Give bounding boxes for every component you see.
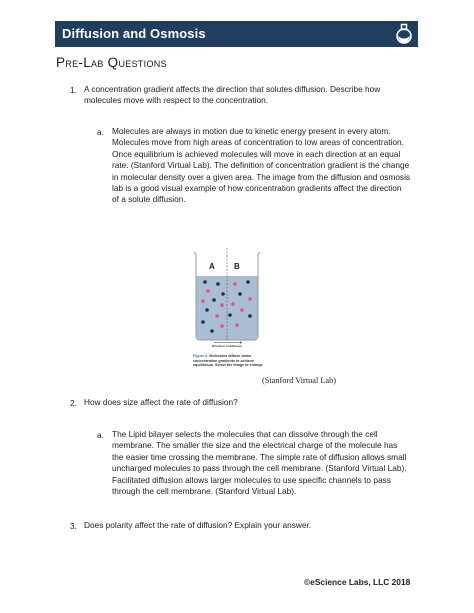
answer-line: uncharged molecules to pass through the cell membrane. (Stanford Virtual Lab). [112,463,407,474]
figure-caption[interactable] [193,354,271,368]
answer-label: a. [97,430,104,440]
question-line: How does size affect the rate of diffusion? [84,397,238,407]
figure-caption-text: Molecules diffuse down concentration gradients to achieve equilibrium. Select the image to enlarge [193,354,263,368]
answer-line: Molecules move from high areas of concentration to low areas of concentration. [112,137,404,148]
question-text [84,520,311,531]
answer-label: a. [97,127,104,137]
label-a: A [209,262,215,271]
beaker-diagram [192,248,262,348]
answer-text [112,429,407,497]
question-text [84,84,380,107]
answer-line: Once equilibrium is achieved molecules will move in each direction at an equal [112,148,401,159]
question-line: molecules move with respect to the concentration. [84,95,269,106]
answer-line: The Lipid bilayer selects the molecules that can dissolve through the cell [112,429,378,439]
answer-line: Molecules are always in motion due to kinetic energy present in every atom. [112,126,391,136]
arrow-label: Direction of diffusion [211,344,243,348]
section-title: Pre-Lab Questions [56,55,167,70]
question-line: Does polarity affect the rate of diffusion? Explain your answer. [84,520,312,530]
header-bar [55,21,418,47]
figure-source: (Stanford Virtual Lab) [262,376,336,385]
page-header-title: Diffusion and Osmosis [62,26,206,41]
question-number: 2. [70,398,77,408]
footer-copyright: ©eScience Labs, LLC 2018 [304,577,411,587]
answer-line: Facilitated diffusion allows larger molecules to use specific channels to pass [112,474,391,485]
question-text [84,397,238,408]
answer-line: membrane. The smaller the size and the electrical charge of the molecule has [112,440,398,451]
answer-line: through the cell membrane. (Stanford Virtual Lab). [112,486,297,497]
label-b: B [234,262,240,271]
answer-line: the easier time crossing the membrane. The simple rate of diffusion allows small [112,451,407,462]
answer-line: of a solute diffusion. [112,194,186,205]
answer-text [112,126,410,206]
answer-line: in molecular density over a given area. The image from the diffusion and osmosis [112,171,411,182]
question-number: 1. [70,85,77,95]
question-line: A concentration gradient affects the direction that solutes diffusion. Describe how [84,84,381,94]
flask-icon [395,23,413,45]
question-number: 3. [70,521,77,531]
answer-line: lab is a good visual example of how concentration gradients affect the direction [112,183,402,194]
answer-line: rate. (Stanford Virtual Lab). The definition of concentration gradient is the change [112,160,410,171]
figure-caption-label: Figure 2. [193,354,209,358]
